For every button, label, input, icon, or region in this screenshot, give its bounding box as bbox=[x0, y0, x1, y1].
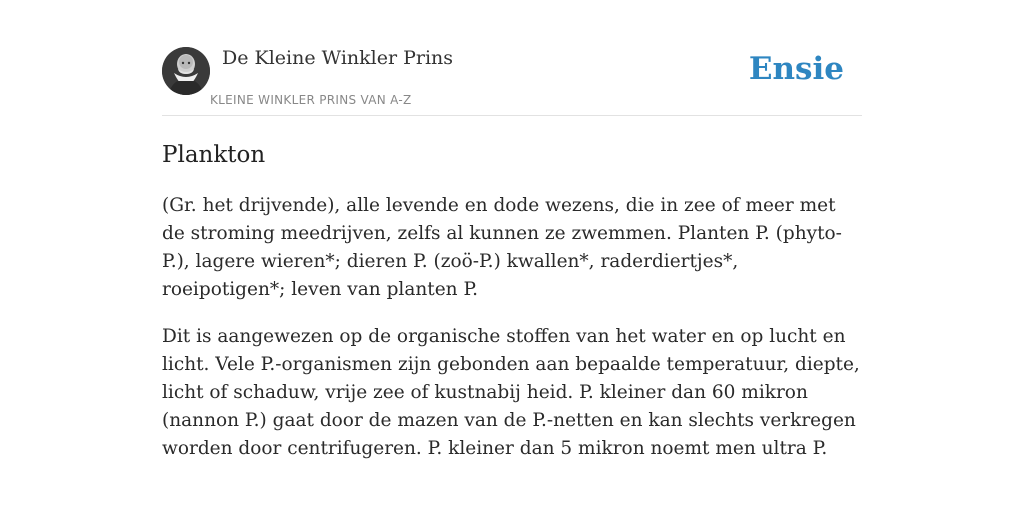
article-title: Plankton bbox=[162, 142, 266, 168]
source-name[interactable]: De Kleine Winkler Prins bbox=[222, 47, 454, 69]
bearded-man-portrait-icon bbox=[162, 47, 210, 95]
article-paragraph: Dit is aangewezen op de organische stoffen van het water en op lucht en licht. Vele P.-organismen zijn gebonden aan bepaalde temperatuur, diepte, licht of schaduw, vrije zee of kustnabij heid. P. kleiner dan 60 mikron (nannon P.) gaat door de mazen van de P.-netten en kan slechts verkregen worden door centrifugeren. P. kleiner dan 5 mikron noemt men ultra P. bbox=[162, 326, 860, 459]
source-subtitle[interactable]: KLEINE WINKLER PRINS VAN A-Z bbox=[210, 93, 412, 107]
header-divider bbox=[162, 115, 862, 116]
article-body bbox=[162, 192, 862, 482]
article-paragraph: (Gr. het drijvende), alle levende en dode wezens, die in zee of meer met de stroming meedrijven, zelfs al kunnen ze zwemmen. Planten P. (phyto-P.), lagere wieren*; dieren P. (zoö-P.) kwallen*, raderdiertjes*, roeipotigen*; leven van planten P. bbox=[162, 195, 842, 300]
ensie-logo[interactable]: Ensie bbox=[748, 51, 844, 87]
avatar[interactable] bbox=[162, 47, 210, 95]
page-container bbox=[162, 0, 862, 512]
